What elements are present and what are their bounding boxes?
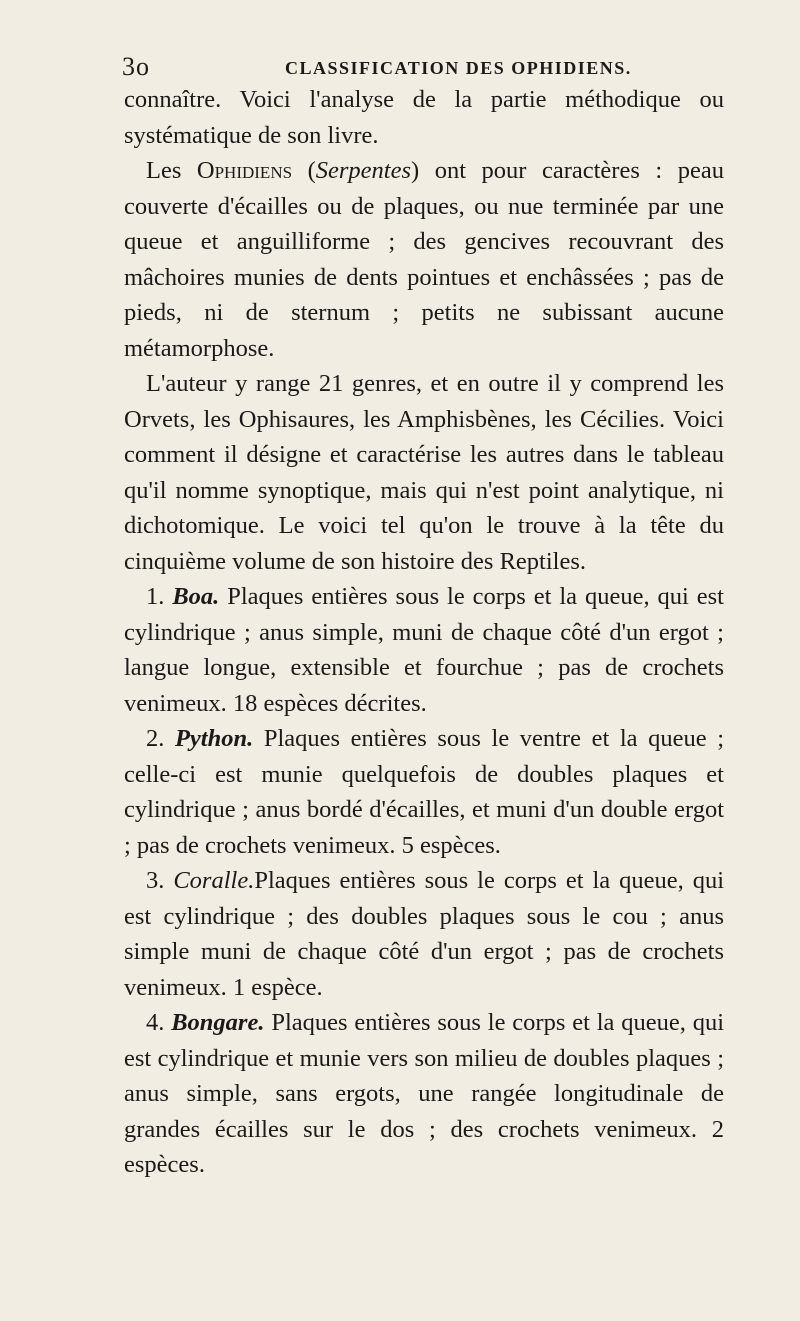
entry-number: 4. (146, 1009, 172, 1036)
serpentes-term: Serpentes (315, 157, 411, 184)
entry-text: Plaques entières sous le corps et la queue, qui est cylindrique et munie vers son milieu de doubles plaques ; anus simple, sans ergots, une rangée longitudinale de grandes écailles sur le dos ; des crochets venimeux. 2 espèces. (124, 1009, 724, 1178)
entry-python (124, 721, 724, 863)
entry-text: Plaques entières sous le corps et la queue, qui est cylindrique ; des doubles plaques sous le cou ; anus simple muni de chaque côté d'un ergot ; pas de crochets venimeux. 1 espèce. (124, 867, 725, 1001)
genus-name: Coralle. (173, 867, 255, 894)
entry-boa (124, 579, 724, 721)
body-text (124, 82, 724, 1183)
p2-rest: ) ont pour caractères : peau couverte d'écailles ou de plaques, ou nue terminée par une queue et anguilliforme ; des gencives recouvrant des mâchoires munies de dents pointues et enchâssées ; pas de pieds, ni de sternum ; petits ne subissant aucune métamorphose. (124, 157, 724, 362)
entry-text: Plaques entières sous le ventre et la queue ; celle-ci est munie quelquefois de doubles plaques et cylindrique ; anus bordé d'écailles, et muni d'un double ergot ; pas de crochets venimeux. 5 espèces. (124, 725, 725, 859)
p2-paren: ( (292, 157, 316, 184)
genus-name: Python. (174, 725, 254, 752)
page-number: 3o (122, 52, 150, 81)
p2-lead: Les (146, 157, 197, 184)
genus-name: Boa. (172, 583, 220, 610)
running-title: CLASSIFICATION DES OPHIDIENS. (285, 58, 632, 78)
paragraph-auteur: L'auteur y range 21 genres, et en outre il y comprend les Orvets, les Ophisaures, les Amphisbènes, les Cécilies. Voici comment il désigne et caractérise les autres dans le tableau qu'il nomme synoptique, mais qui n'est point analytique, ni dichotomique. Le voici tel qu'on le trouve à la tête du cinquième volume de son histoire des Reptiles. (124, 370, 724, 575)
entry-number: 2. (146, 725, 175, 752)
entry-number: 1. (146, 583, 173, 610)
entry-bongare (124, 1005, 724, 1183)
genus-name: Bongare. (171, 1009, 265, 1036)
paragraph-ophidiens (124, 153, 724, 366)
entry-text: Plaques entières sous le corps et la queue, qui est cylindrique ; anus simple, muni de chaque côté d'un ergot ; langue longue, extensible et fourchue ; pas de crochets venimeux. 18 espèces décrites. (124, 583, 724, 717)
entry-number: 3. (146, 867, 174, 894)
ophidiens-term: Ophidiens (196, 157, 293, 184)
running-head (122, 52, 632, 82)
entry-coralle (124, 863, 724, 1005)
paragraph-intro: connaître. Voici l'analyse de la partie méthodique ou systématique de son livre. (124, 86, 724, 149)
